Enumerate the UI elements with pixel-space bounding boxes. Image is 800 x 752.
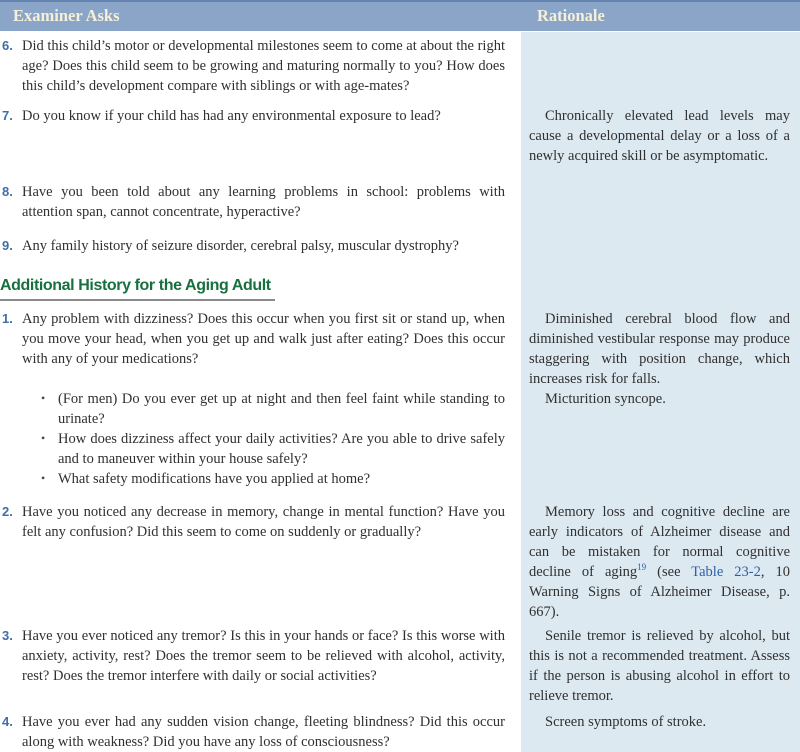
question-text: Have you noticed any decrease in memory, change in mental function? Have you felt any confusion? Did this seem to come on suddenly or gradually? xyxy=(22,504,505,540)
table-23-2-link[interactable]: Table 23-2 xyxy=(691,564,761,580)
question-row-2 xyxy=(0,502,800,622)
question-item xyxy=(0,712,505,752)
question-row-3 xyxy=(0,626,800,706)
question-row-1 xyxy=(0,309,800,489)
bullet-icon: • xyxy=(41,471,46,485)
question-item xyxy=(0,106,505,126)
question-row-6 xyxy=(0,36,800,96)
question-number: 9. xyxy=(2,238,13,253)
sub-question-item xyxy=(0,469,505,489)
rationale-text: Diminished cerebral blood flow and diminished vestibular response may produce staggering with position change, which increases risk for falls. xyxy=(529,311,790,387)
bullet-icon: • xyxy=(41,431,46,445)
question-number: 4. xyxy=(2,714,13,729)
question-item xyxy=(0,182,505,222)
section-heading-row xyxy=(0,276,800,301)
question-number: 6. xyxy=(2,38,13,53)
question-row-9 xyxy=(0,236,800,256)
question-row-4 xyxy=(0,712,800,752)
rationale-header: Rationale xyxy=(537,6,605,25)
rationale-text: Senile tremor is relieved by alcohol, but this is not a recommended treatment. Assess if the person is abusing alcohol in effort to relieve tremor. xyxy=(529,628,790,704)
table-body xyxy=(0,36,800,752)
sub-question-item xyxy=(0,389,505,429)
sub-question-text: How does dizziness affect your daily activities? Are you able to drive safely and to maneuver within your house safely? xyxy=(58,431,505,467)
question-number: 3. xyxy=(2,628,13,643)
question-text: Did this child’s motor or developmental milestones seem to come at about the right age? Does this child seem to be growing and maturing normally to you? How does this child’s development compare with siblings or with age-mates? xyxy=(22,38,505,94)
question-number: 2. xyxy=(2,504,13,519)
question-item xyxy=(0,626,505,686)
sub-question-item xyxy=(0,429,505,469)
sub-question-text: What safety modifications have you applied at home? xyxy=(58,471,371,487)
sub-question-list xyxy=(0,389,505,489)
table-header xyxy=(0,0,800,31)
rationale-text: Screen symptoms of stroke. xyxy=(545,714,707,730)
question-text: Do you know if your child has had any environmental exposure to lead? xyxy=(22,108,441,124)
question-text: Any problem with dizziness? Does this occur when you first sit or stand up, when you move your head, when you get up and walk just after eating? Does this occur with any of your medications? xyxy=(22,311,505,367)
question-item xyxy=(0,36,505,96)
bullet-icon: • xyxy=(41,391,46,405)
question-number: 1. xyxy=(2,311,13,326)
question-text: Have you been told about any learning problems in school: problems with attention span, cannot concentrate, hyperactive? xyxy=(22,184,505,220)
question-item xyxy=(0,309,505,369)
question-row-7 xyxy=(0,106,800,166)
question-item xyxy=(0,502,505,542)
question-text: Have you ever had any sudden vision change, fleeting blindness? Did this occur along with weakness? Did you have any loss of consciousness? xyxy=(22,714,505,750)
rationale-text: Chronically elevated lead levels may cause a developmental delay or a loss of a newly acquired skill or be asymptomatic. xyxy=(529,108,790,164)
section-heading-aging-adult: Additional History for the Aging Adult xyxy=(0,276,275,301)
question-text: Have you ever noticed any tremor? Is this in your hands or face? Is this worse with anxiety, activity, rest? Does the tremor seem to be relieved with alcohol, activity, rest? Does the tremor interfere with daily or social activities? xyxy=(22,628,505,684)
question-row-8 xyxy=(0,182,800,222)
rationale-segment: Memory loss and cognitive decline are early indicators of Alzheimer disease and can be mistaken for normal cognitive decline of aging xyxy=(529,504,790,580)
sub-question-text: (For men) Do you ever get up at night and then feel faint while standing to urinate? xyxy=(58,391,505,427)
rationale-segment: (see xyxy=(646,564,692,580)
question-number: 8. xyxy=(2,184,13,199)
reference-superscript: 19 xyxy=(637,562,647,573)
question-text: Any family history of seizure disorder, cerebral palsy, muscular dystrophy? xyxy=(22,238,459,254)
examiner-asks-header: Examiner Asks xyxy=(13,6,120,25)
question-item xyxy=(0,236,505,256)
rationale-text-secondary: Micturition syncope. xyxy=(545,391,666,407)
rationale-text xyxy=(529,502,790,622)
rationale-segment: , 10 Warning Signs of Alzheimer Disease, p. 667). xyxy=(529,564,790,620)
question-number: 7. xyxy=(2,108,13,123)
